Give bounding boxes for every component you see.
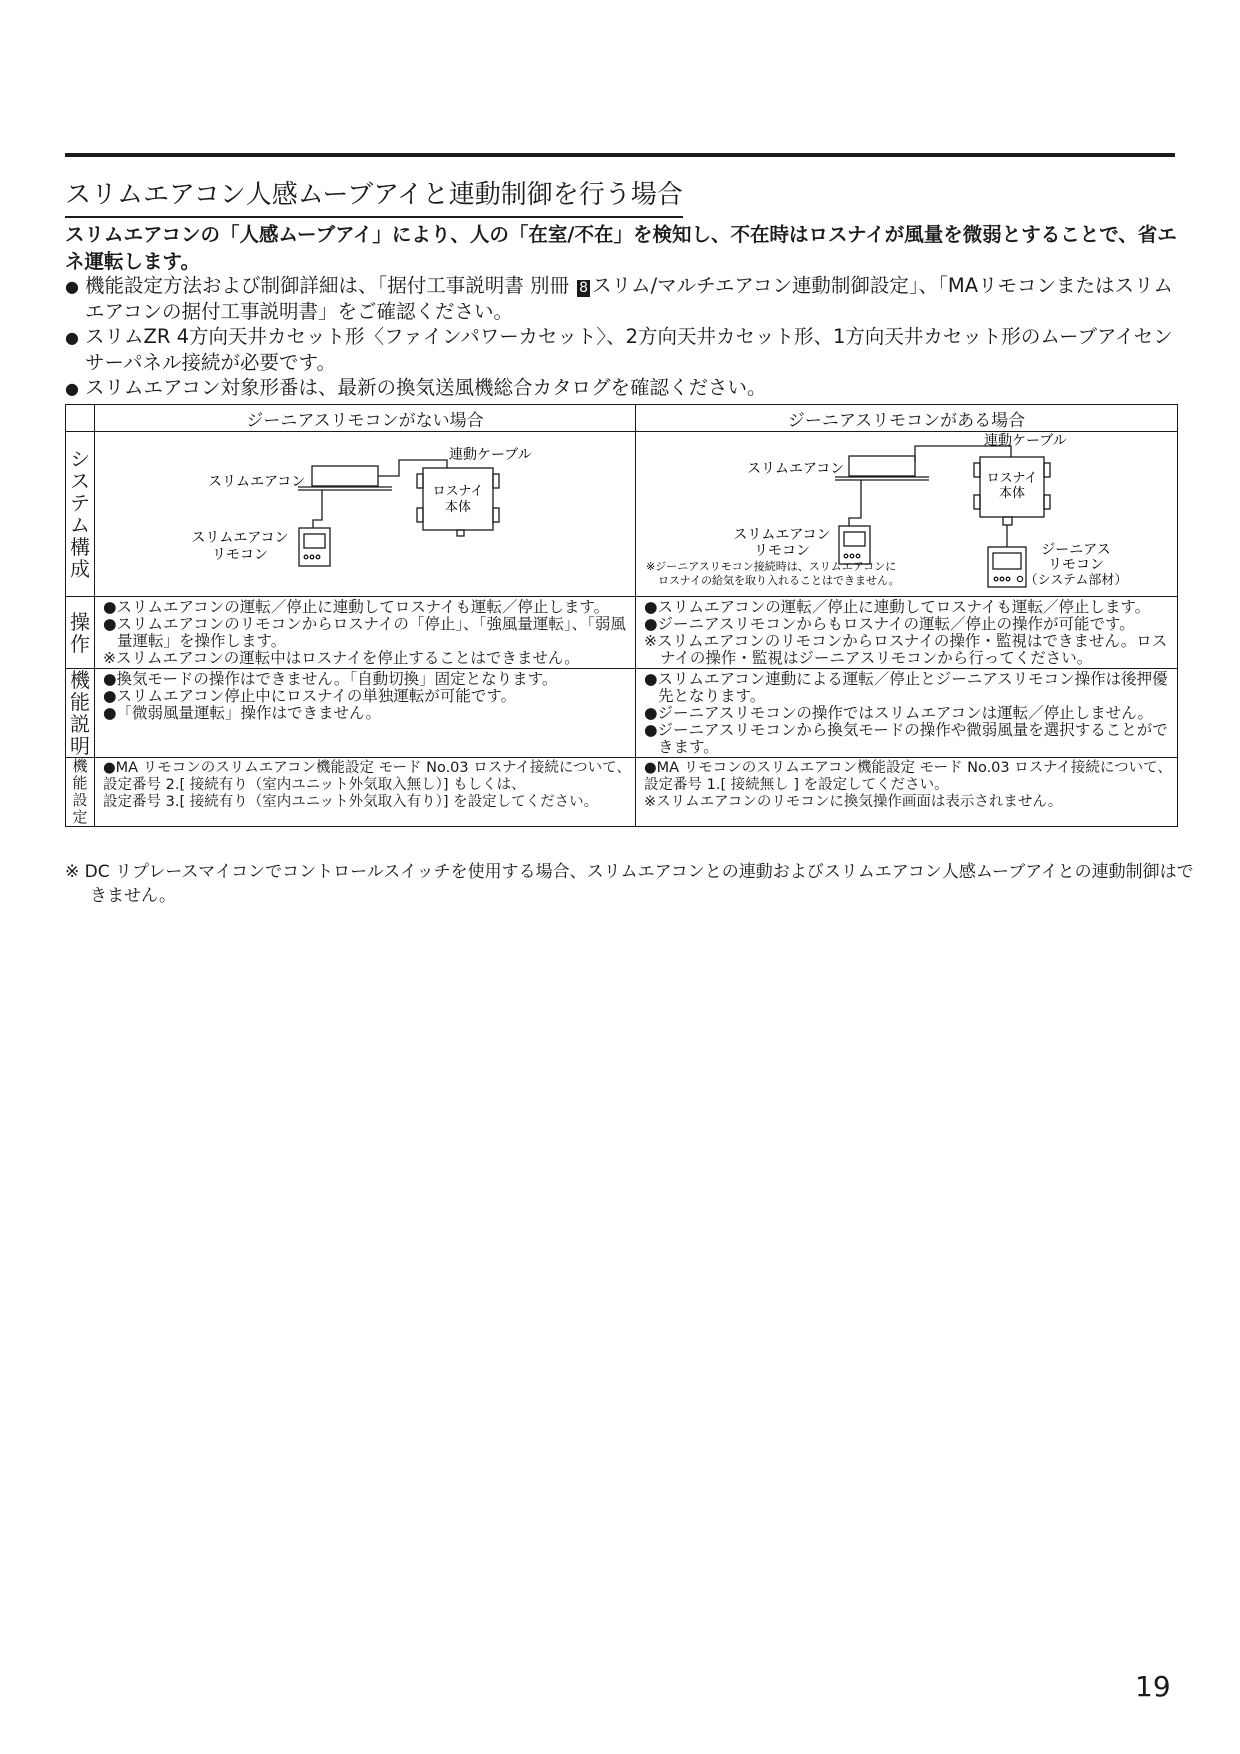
table-corner	[66, 405, 95, 432]
remote-label: スリムエアコン	[191, 530, 289, 546]
list-item: ●MA リモコンのスリムエアコン機能設定 モード No.03 ロスナイ接続について、	[103, 760, 631, 776]
genius-note: ※ジーニアスリモコン接続時は、スリムエアコンに	[646, 560, 897, 573]
list-item: ●スリムエアコン停止中にロスナイの単独運転が可能です。	[103, 687, 517, 705]
row-label-function: 機 能 説 明	[66, 669, 95, 758]
list-item: ●スリムエアコン連動による運転／停止とジーニアスリモコン操作は後押優先となります。	[644, 670, 1168, 705]
list-item: 設定番号 1.[ 接続無し ] を設定してください。	[644, 777, 949, 793]
setting-without-genius	[95, 758, 636, 827]
operation-with-genius	[636, 597, 1178, 669]
bullet-list	[65, 273, 1177, 401]
footnote: ※ DC リプレースマイコンでコントロールスイッチを使用する場合、スリムエアコンとの連動およびスリムエアコン人感ムーブアイとの連動制御はできません。	[65, 862, 1194, 906]
function-without-genius	[95, 669, 636, 758]
wiring-diagram-left	[95, 432, 635, 596]
note-item: ※スリムエアコンのリモコンからロスナイの操作・監視はできません。ロスナイの操作・監視はジーニアスリモコンから行ってください。	[644, 632, 1168, 667]
bullet-item: ● スリムエアコン対象形番は、最新の換気送風機総合カタログを確認ください。	[65, 375, 1177, 401]
list-item: 設定番号 3.[ 接続有り（室内ユニット外気取入有り）] を設定してください。	[103, 794, 599, 810]
list-item: ●スリムエアコンのリモコンからロスナイの「停止」、「強風量運転」、「弱風量運転」を操作します。	[103, 615, 626, 650]
cable-label: 連動ケーブル	[984, 433, 1067, 449]
top-rule	[65, 153, 1175, 157]
section-title: スリムエアコン人感ムーブアイと連動制御を行う場合	[65, 176, 683, 218]
page-number: 19	[1135, 1670, 1171, 1703]
list-item: ●換気モードの操作はできません。「自動切換」固定となります。	[103, 670, 558, 688]
genius-remote-label: ジーニアス	[1041, 542, 1111, 558]
intro-paragraph: スリムエアコンの「人感ムーブアイ」により、人の「在室/不在」を検知し、不在時はロスナイが風量を微弱とすることで、省エネ運転します。	[65, 223, 1177, 273]
column-header-without-genius: ジーニアスリモコンがない場合	[95, 405, 636, 432]
genius-remote-label-3: （システム部材）	[1024, 573, 1128, 588]
list-item: ●MA リモコンのスリムエアコン機能設定 モード No.03 ロスナイ接続について、	[644, 760, 1172, 776]
chapter-badge: 8	[579, 280, 589, 296]
list-item: ●ジーニアスリモコンの操作ではスリムエアコンは運転／停止しません。	[644, 704, 1154, 722]
aircon-label: スリムエアコン	[747, 461, 845, 477]
bullet-text: スリム/マルチエアコン連動制御設定」、「MAリモコンまたはスリムエアコンの据付工事説明書」をご確認ください。	[85, 274, 1174, 323]
bullet-item: ● スリムZR 4方向天井カセット形〈ファインパワーカセット〉、2方向天井カセット形、1方向天井カセット形のムーブアイセンサーパネル接続が必要です。	[65, 324, 1177, 375]
list-item: 設定番号 2.[ 接続有り（室内ユニット外気取入無し）] もしくは、	[103, 777, 526, 793]
list-item: ●ジーニアスリモコンから換気モードの操作や微弱風量を選択することができます。	[644, 721, 1168, 756]
aircon-label: スリムエアコン	[208, 474, 306, 490]
list-item: ●ジーニアスリモコンからもロスナイの運転／停止の操作が可能です。	[644, 615, 1135, 633]
row-label-operation: 操 作	[66, 597, 95, 669]
function-with-genius	[636, 669, 1178, 758]
genius-remote-label-2: リモコン	[1048, 557, 1104, 573]
column-header-with-genius: ジーニアスリモコンがある場合	[636, 405, 1178, 432]
bullet-text: 機能設定方法および制御詳細は、「据付工事説明書 別冊	[85, 274, 576, 297]
list-item: ●スリムエアコンの運転／停止に連動してロスナイも運転／停止します。	[644, 598, 1151, 616]
row-label-setting: 機 能 設 定	[66, 758, 95, 827]
note-item: ※スリムエアコンの運転中はロスナイを停止することはできません。	[103, 649, 580, 667]
lossnay-label: ロスナイ	[986, 471, 1038, 486]
lossnay-body-label: 本体	[444, 500, 472, 515]
system-diagram-with-genius	[636, 432, 1178, 597]
lossnay-label: ロスナイ	[432, 484, 484, 499]
wiring-diagram-right	[636, 432, 1177, 596]
list-item: ●スリムエアコンの運転／停止に連動してロスナイも運転／停止します。	[103, 598, 610, 616]
setting-with-genius	[636, 758, 1178, 827]
cable-label: 連動ケーブル	[449, 447, 532, 463]
lossnay-body-label: 本体	[998, 486, 1026, 501]
note-item: ※スリムエアコンのリモコンに換気操作画面は表示されません。	[644, 794, 1063, 810]
remote-label-2: リモコン	[754, 543, 810, 559]
system-diagram-without-genius	[95, 432, 636, 597]
comparison-table	[65, 404, 1178, 827]
list-item: ●「微弱風量運転」操作はできません。	[103, 704, 381, 722]
operation-without-genius	[95, 597, 636, 669]
genius-note-2: ロスナイの給気を取り入れることはできません。	[658, 574, 900, 587]
remote-label-2: リモコン	[212, 547, 268, 563]
row-label-system: シ ス テ ム 構 成	[66, 432, 95, 597]
remote-label: スリムエアコン	[733, 527, 831, 543]
bullet-item	[65, 273, 1177, 324]
